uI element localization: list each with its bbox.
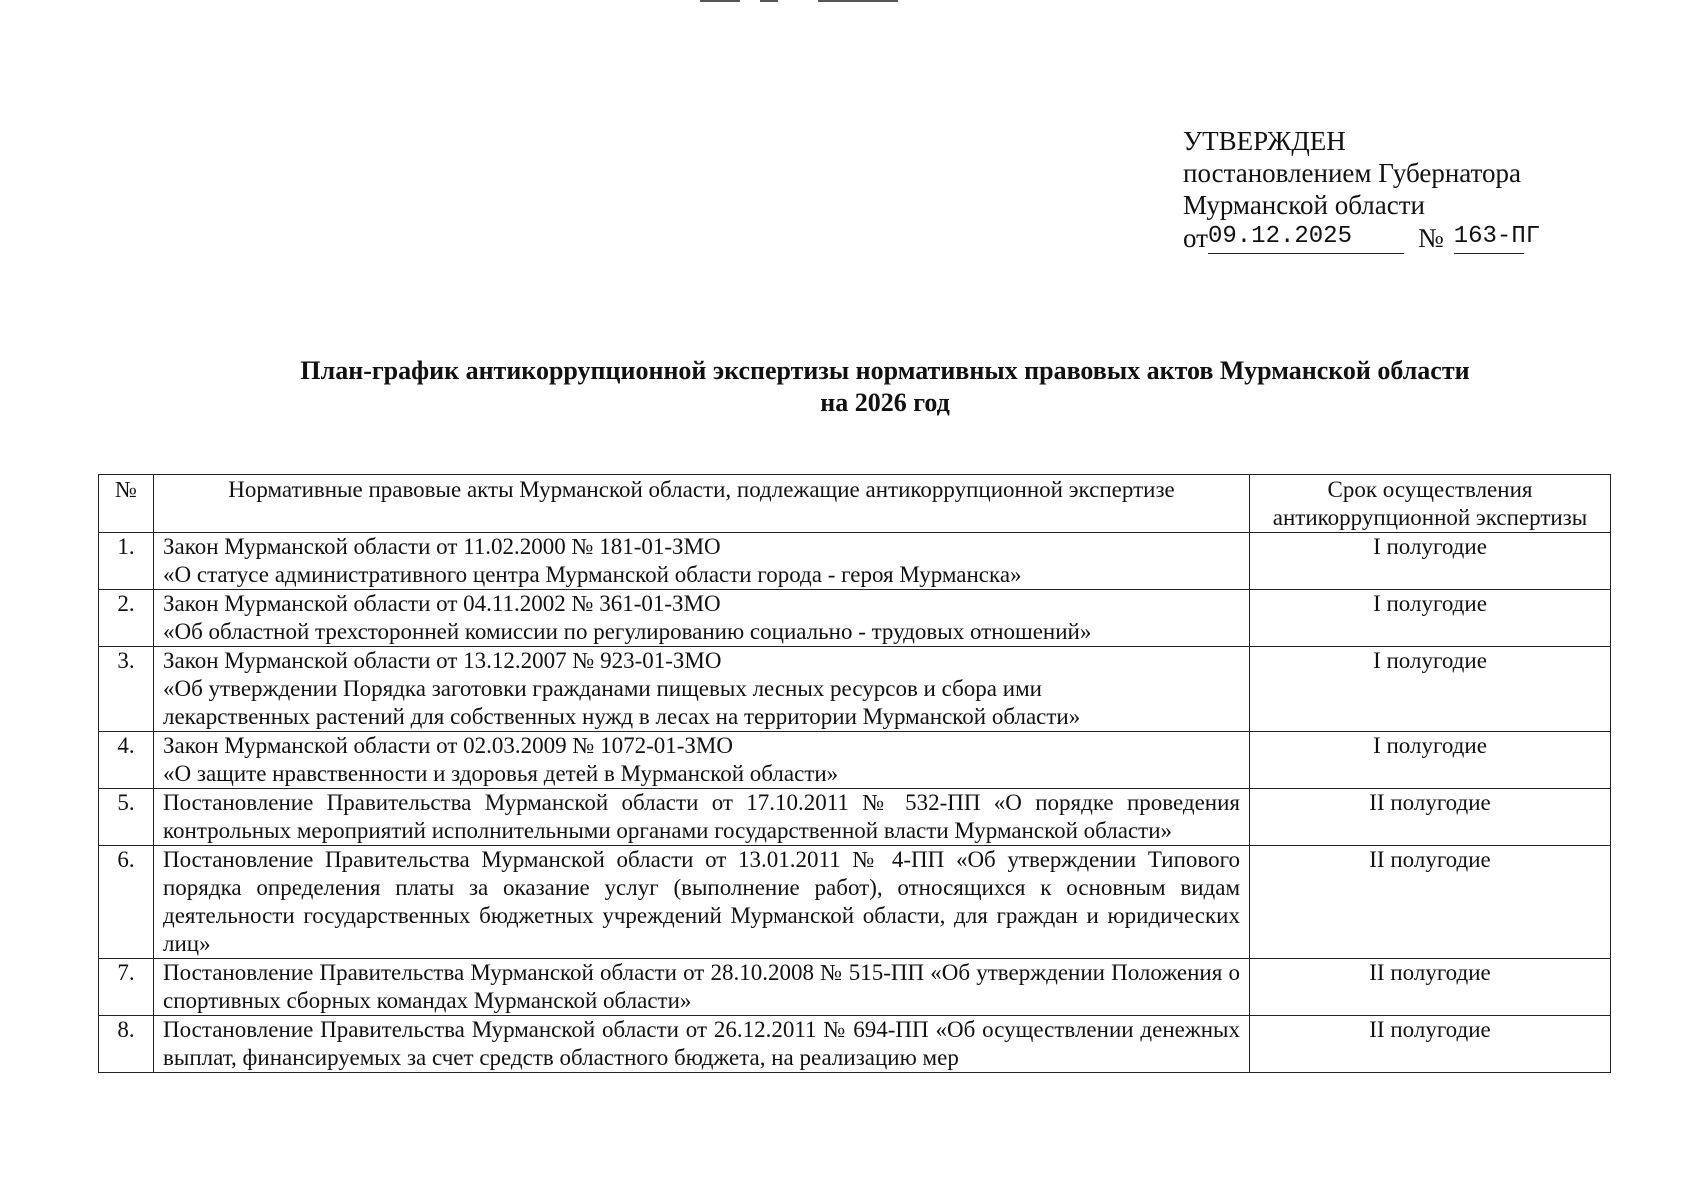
table-row [99,533,1611,590]
row-act [154,732,1250,789]
row-number: 6. [99,846,154,959]
act-line: «Об областной трехсторонней комиссии по регулированию социально - трудовых отношений» [163,619,1092,644]
row-act: Постановление Правительства Мурманской области от 28.10.2008 № 515-ПП «Об утверждении Положения о спортивных сборных командах Мурманской области» [154,959,1250,1016]
act-line: «Об утверждении Порядка заготовки гражданами пищевых лесных ресурсов и сбора ими [163,676,1042,701]
row-act [154,533,1250,590]
row-number: 4. [99,732,154,789]
row-term: II полугодие [1250,1016,1611,1073]
header-term-line-2: антикоррупционной экспертизы [1272,505,1588,530]
row-number: 5. [99,789,154,846]
title-line-1: План-график антикоррупционной экспертизы нормативных правовых актов Мурманской области [300,356,1470,385]
act-line: «О защите нравственности и здоровья детей в Мурманской области» [163,761,839,786]
row-term: I полугодие [1250,533,1611,590]
header-term [1250,475,1611,533]
row-number: 7. [99,959,154,1016]
row-term: II полугодие [1250,959,1611,1016]
document-title [160,355,1610,419]
table-row [99,959,1611,1016]
row-act: Постановление Правительства Мурманской области от 17.10.2011 № 532-ПП «О порядке проведения контрольных мероприятий исполнительными органами государственной власти Мурманской области» [154,789,1250,846]
act-line: Закон Мурманской области от 02.03.2009 № 1072-01-ЗМО [163,733,733,758]
date-prefix: от [1183,223,1208,253]
row-term: II полугодие [1250,789,1611,846]
row-number: 3. [99,647,154,732]
approval-region-line: Мурманской области [1183,190,1425,220]
header-number: № [99,475,154,533]
table-header-row [99,475,1611,533]
table-row [99,732,1611,789]
row-term: I полугодие [1250,590,1611,647]
number-prefix: № [1417,223,1444,253]
row-act [154,647,1250,732]
approval-heading: УТВЕРЖДЕН [1183,126,1346,156]
row-number: 8. [99,1016,154,1073]
approval-number: 163-ПГ [1454,221,1524,254]
approval-date: 09.12.2025 [1208,221,1404,254]
act-line: Закон Мурманской области от 04.11.2002 № 361-01-ЗМО [163,591,721,616]
approval-decree-line: постановлением Губернатора [1183,158,1521,188]
approval-stamp [1183,125,1541,254]
title-line-2: на 2026 год [820,388,950,417]
row-number: 2. [99,590,154,647]
row-term: II полугодие [1250,846,1611,959]
row-term: I полугодие [1250,647,1611,732]
table-row [99,1016,1611,1073]
table-row [99,846,1611,959]
act-line: «О статусе административного центра Мурманской области города - героя Мурманска» [163,562,1022,587]
header-term-line-1: Срок осуществления [1327,477,1533,502]
row-term: I полугодие [1250,732,1611,789]
row-act: Постановление Правительства Мурманской области от 13.01.2011 № 4-ПП «Об утверждении Типового порядка определения платы за оказание услуг (выполнение работ), относящихся к основным видам деятельности государственных бюджетных учреждений Мурманской области, для граждан и юридических лиц» [154,846,1250,959]
row-number: 1. [99,533,154,590]
table-row [99,789,1611,846]
row-act: Постановление Правительства Мурманской области от 26.12.2011 № 694-ПП «Об осуществлении денежных выплат, финансируемых за счет средств областного бюджета, на реализацию мер [154,1016,1250,1073]
header-acts: Нормативные правовые акты Мурманской области, подлежащие антикоррупционной экспертизе [154,475,1250,533]
approval-date-line [1183,221,1541,254]
act-line: Закон Мурманской области от 13.12.2007 № 923-01-ЗМО [163,648,722,673]
act-line: лекарственных растений для собственных нужд в лесах на территории Мурманской области» [163,704,1081,729]
row-act [154,590,1250,647]
table-row [99,647,1611,732]
table-row [99,590,1611,647]
act-line: Закон Мурманской области от 11.02.2000 № 181-01-ЗМО [163,534,721,559]
schedule-table [98,474,1611,1073]
